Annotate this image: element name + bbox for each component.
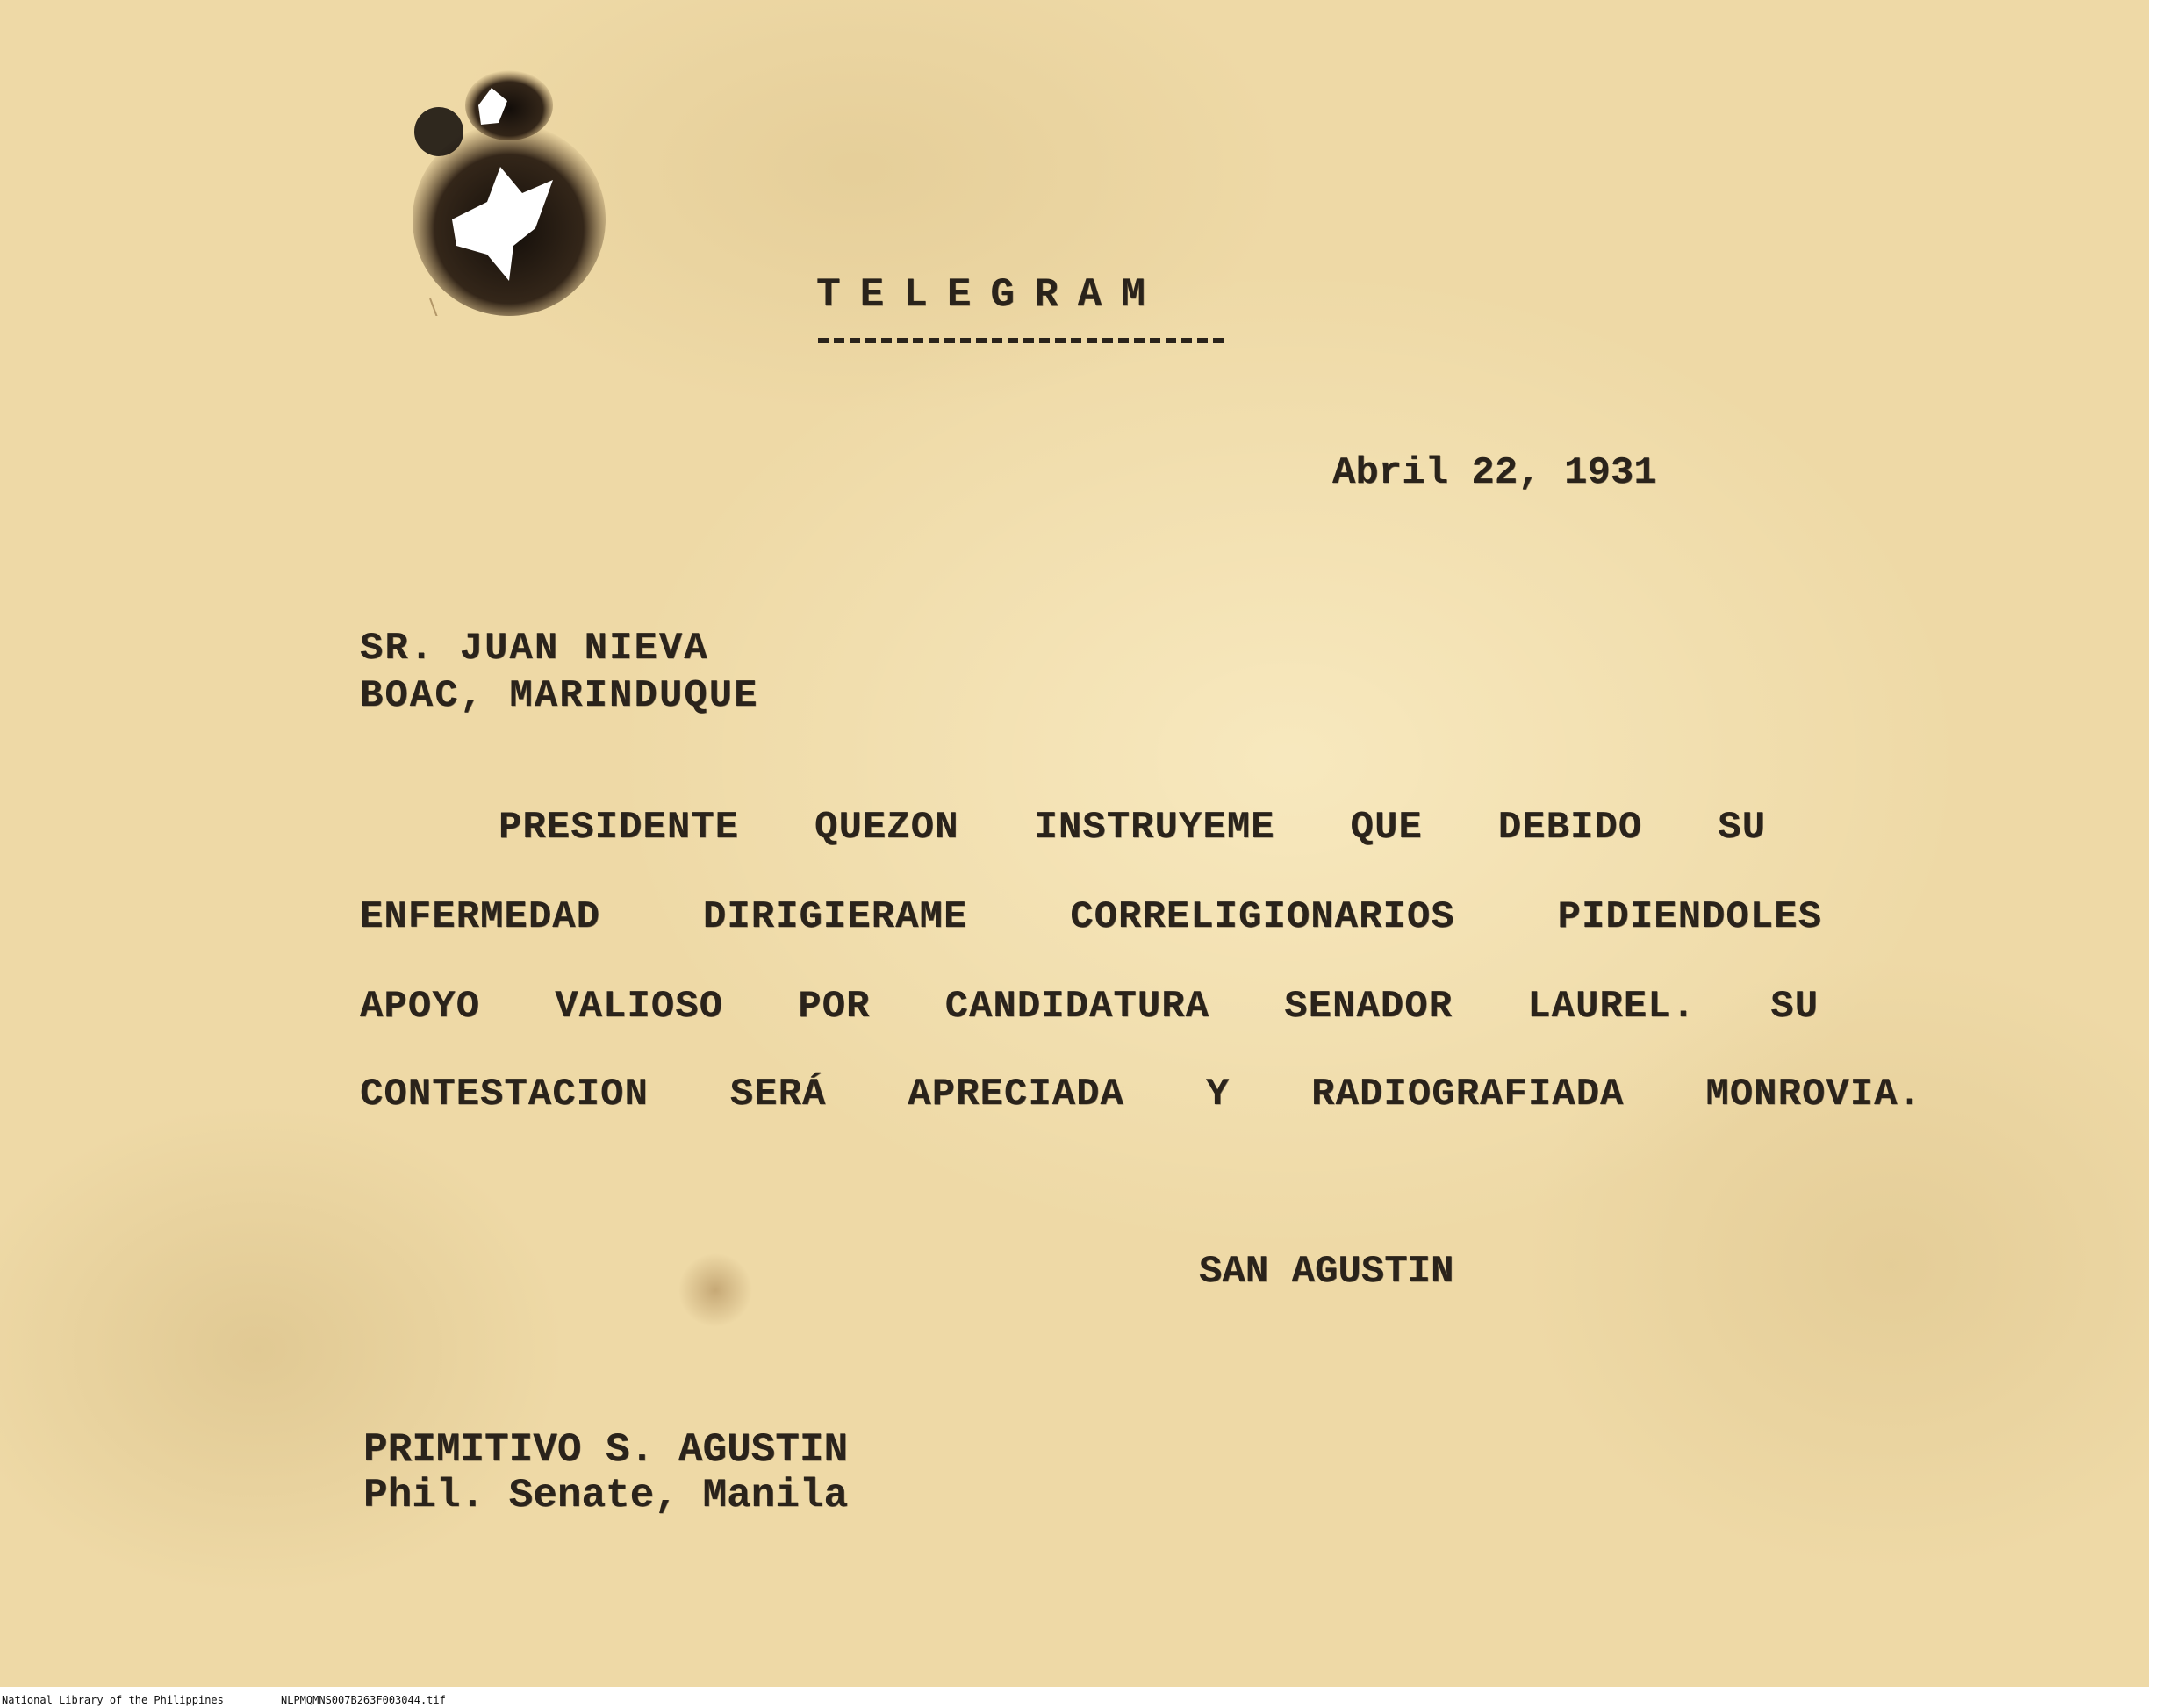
body-line: APOYO VALIOSO POR CANDIDATURA SENADOR LAUREL. SU	[360, 985, 1819, 1029]
heading-underline	[818, 338, 1224, 343]
sender-name: PRIMITIVO S. AGUSTIN	[363, 1427, 849, 1473]
recipient-location: BOAC, MARINDUQUE	[360, 674, 759, 718]
body-line: ENFERMEDAD DIRIGIERAME CORRELIGIONARIOS PIDIENDOLES	[360, 895, 1822, 939]
telegram-heading: TELEGRAM	[816, 272, 1165, 318]
footer-library: National Library of the Philippines	[2, 1694, 224, 1706]
burn-hole-mark	[404, 70, 614, 316]
body-line: CONTESTACION SERÁ APRECIADA Y RADIOGRAFIADA MONROVIA.	[360, 1073, 1922, 1116]
recipient-name: SR. JUAN NIEVA	[360, 627, 709, 671]
sender-address: Phil. Senate, Manila	[363, 1473, 849, 1518]
signoff: SAN AGUSTIN	[1199, 1250, 1454, 1294]
scan-footer	[0, 1692, 2160, 1708]
body-line: PRESIDENTE QUEZON INSTRUYEME QUE DEBIDO SU	[499, 806, 1766, 850]
footer-filename: NLPMQMNS007B263F003044.tif	[281, 1694, 446, 1706]
letter-date: Abril 22, 1931	[1332, 451, 1657, 495]
